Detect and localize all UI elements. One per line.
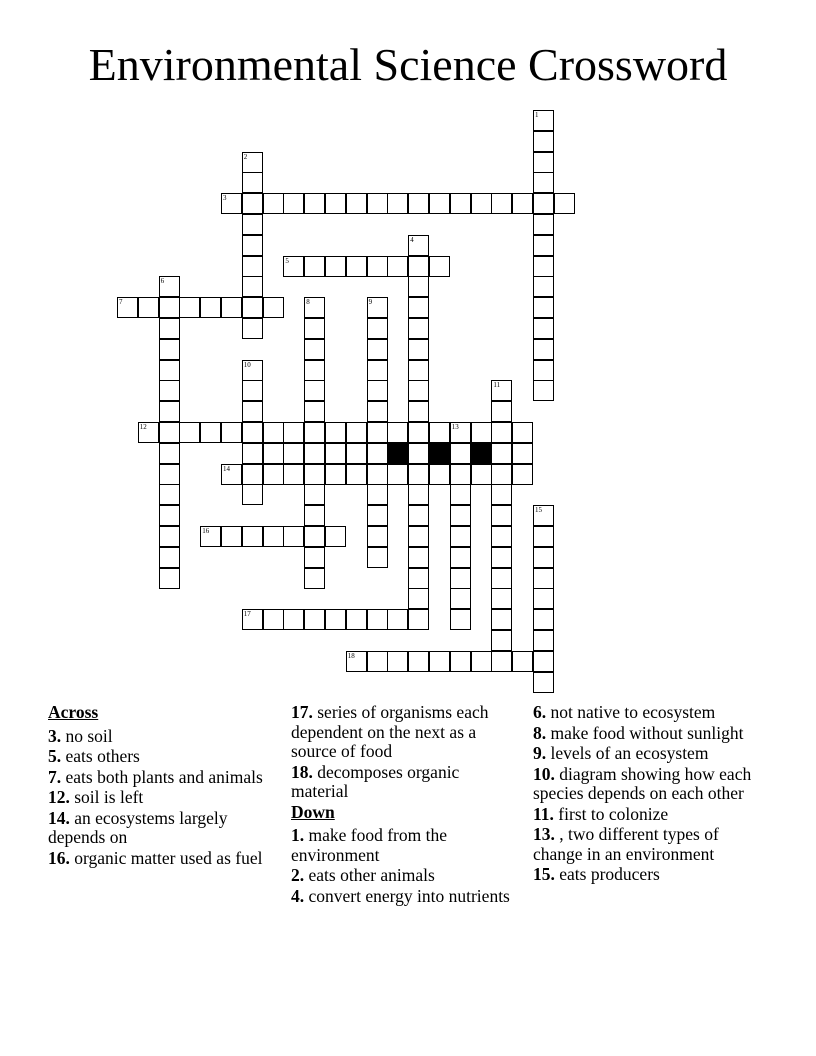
crossword-cell[interactable] xyxy=(242,235,263,256)
crossword-cell[interactable] xyxy=(408,339,429,360)
crossword-cell[interactable] xyxy=(367,505,388,526)
crossword-cell[interactable] xyxy=(512,193,533,214)
across-heading: Across xyxy=(48,702,99,722)
crossword-cell[interactable] xyxy=(159,318,180,339)
crossword-cell[interactable] xyxy=(159,276,180,297)
crossword-cell[interactable] xyxy=(283,464,304,485)
crossword-cell[interactable] xyxy=(242,380,263,401)
cell-number: 4 xyxy=(410,235,414,244)
crossword-cell[interactable] xyxy=(533,318,554,339)
crossword-cell[interactable] xyxy=(304,484,325,505)
crossword-cell[interactable] xyxy=(450,651,471,672)
crossword-cell[interactable] xyxy=(450,484,471,505)
crossword-cell[interactable] xyxy=(367,464,388,485)
crossword-cell[interactable] xyxy=(491,588,512,609)
crossword-cell[interactable] xyxy=(408,276,429,297)
crossword-cell[interactable] xyxy=(242,401,263,422)
crossword-cell[interactable] xyxy=(533,588,554,609)
crossword-cell[interactable] xyxy=(159,484,180,505)
crossword-cell[interactable] xyxy=(408,235,429,256)
crossword-cell[interactable] xyxy=(429,651,450,672)
crossword-cell[interactable] xyxy=(471,464,492,485)
crossword-cell[interactable] xyxy=(450,526,471,547)
crossword-cell[interactable] xyxy=(408,318,429,339)
crossword-cell[interactable] xyxy=(408,526,429,547)
crossword-cell[interactable] xyxy=(367,609,388,630)
crossword-cell[interactable] xyxy=(491,547,512,568)
crossword-cell[interactable] xyxy=(159,443,180,464)
crossword-cell[interactable] xyxy=(471,193,492,214)
crossword-cell[interactable] xyxy=(367,193,388,214)
crossword-cell[interactable] xyxy=(263,422,284,443)
crossword-cell[interactable] xyxy=(533,297,554,318)
crossword-cell[interactable] xyxy=(304,297,325,318)
cell-number: 10 xyxy=(243,360,251,369)
cell-number: 16 xyxy=(202,527,210,535)
crossword-cell[interactable] xyxy=(367,297,388,318)
crossword-cell[interactable] xyxy=(263,443,284,464)
crossword-cell[interactable] xyxy=(304,339,325,360)
clue-down-11: 11. first to colonize xyxy=(533,803,669,824)
crossword-cell[interactable] xyxy=(512,651,533,672)
crossword-cell[interactable] xyxy=(533,505,554,526)
cell-number: 11 xyxy=(493,381,501,390)
crossword-cell[interactable] xyxy=(159,526,180,547)
crossword-cell[interactable] xyxy=(408,297,429,318)
crossword-cell[interactable] xyxy=(408,256,429,277)
clues-column-1 xyxy=(48,703,278,869)
crossword-cell[interactable] xyxy=(533,339,554,360)
clue-across-16: 16. organic matter used as fuel xyxy=(48,847,263,868)
cell-number: 9 xyxy=(368,298,373,307)
clue-down-13: 13. , two different types of change in an environment xyxy=(533,824,719,864)
black-cell xyxy=(471,443,492,464)
crossword-cell[interactable] xyxy=(283,443,304,464)
crossword-cell[interactable] xyxy=(346,422,367,443)
crossword-cell[interactable] xyxy=(491,484,512,505)
clues-column-2 xyxy=(291,703,521,907)
crossword-cell[interactable] xyxy=(325,193,346,214)
crossword-cell[interactable] xyxy=(387,193,408,214)
clue-down-1: 1. make food from the environment xyxy=(291,825,447,865)
clue-down-4: 4. convert energy into nutrients xyxy=(291,885,510,906)
crossword-cell[interactable] xyxy=(533,360,554,381)
crossword-cell[interactable] xyxy=(387,422,408,443)
black-cell xyxy=(429,443,450,464)
crossword-cell[interactable] xyxy=(304,443,325,464)
crossword-cell[interactable] xyxy=(242,256,263,277)
crossword-cell[interactable] xyxy=(533,172,554,193)
crossword-cell[interactable] xyxy=(367,360,388,381)
crossword-cell[interactable] xyxy=(429,193,450,214)
crossword-cell[interactable] xyxy=(491,505,512,526)
crossword-cell[interactable] xyxy=(325,256,346,277)
crossword-cell[interactable] xyxy=(242,443,263,464)
crossword-cell[interactable] xyxy=(408,568,429,589)
crossword-cell[interactable] xyxy=(491,464,512,485)
cell-number: 3 xyxy=(223,194,227,203)
crossword-cell[interactable] xyxy=(242,214,263,235)
crossword-cell[interactable] xyxy=(304,526,325,547)
crossword-cell[interactable] xyxy=(325,526,346,547)
crossword-cell[interactable] xyxy=(242,193,263,214)
clue-across-5: 5. eats others xyxy=(48,746,140,766)
page-title: Environmental Science Crossword xyxy=(88,39,728,90)
clue-down-8: 8. make food without sunlight xyxy=(533,722,744,743)
crossword-cell[interactable] xyxy=(533,193,554,214)
crossword-cell[interactable] xyxy=(346,443,367,464)
crossword-cell[interactable] xyxy=(304,505,325,526)
crossword-cell[interactable] xyxy=(304,568,325,589)
crossword-cell[interactable] xyxy=(263,609,284,630)
crossword-cell[interactable] xyxy=(408,380,429,401)
crossword-cell[interactable] xyxy=(263,297,284,318)
crossword-cell[interactable] xyxy=(283,609,304,630)
crossword-cell[interactable] xyxy=(346,193,367,214)
crossword-cell[interactable] xyxy=(242,152,263,173)
crossword-cell[interactable] xyxy=(512,422,533,443)
cell-number: 14 xyxy=(223,464,230,473)
crossword-cell[interactable] xyxy=(512,443,533,464)
crossword-cell[interactable] xyxy=(159,568,180,589)
crossword-cell[interactable] xyxy=(159,380,180,401)
crossword-cell[interactable] xyxy=(304,256,325,277)
crossword-cell[interactable] xyxy=(533,630,554,651)
crossword-cell[interactable] xyxy=(304,547,325,568)
crossword-cell[interactable] xyxy=(408,484,429,505)
crossword-cell[interactable] xyxy=(159,547,180,568)
crossword-cell[interactable] xyxy=(159,297,180,318)
crossword-cell[interactable] xyxy=(367,526,388,547)
crossword-cell[interactable] xyxy=(242,297,263,318)
crossword-cell[interactable] xyxy=(159,505,180,526)
crossword-cell[interactable] xyxy=(159,339,180,360)
crossword-cell[interactable] xyxy=(283,193,304,214)
crossword-cell[interactable] xyxy=(429,422,450,443)
crossword-cell[interactable] xyxy=(367,339,388,360)
crossword-cell[interactable] xyxy=(450,588,471,609)
crossword-cell[interactable] xyxy=(491,443,512,464)
crossword-cell[interactable] xyxy=(138,297,159,318)
crossword-cell[interactable] xyxy=(242,484,263,505)
crossword-cell[interactable] xyxy=(325,609,346,630)
crossword-cell[interactable] xyxy=(408,547,429,568)
crossword-cell[interactable] xyxy=(242,464,263,485)
crossword-cell[interactable] xyxy=(533,568,554,589)
crossword-cell[interactable] xyxy=(408,401,429,422)
crossword-cell[interactable] xyxy=(179,422,200,443)
crossword-cell[interactable] xyxy=(387,609,408,630)
crossword-cell[interactable] xyxy=(283,422,304,443)
crossword-cell[interactable] xyxy=(221,193,242,214)
crossword-cell[interactable] xyxy=(221,464,242,485)
crossword-cell[interactable] xyxy=(450,505,471,526)
crossword-cell[interactable] xyxy=(408,609,429,630)
crossword-cell[interactable] xyxy=(304,318,325,339)
crossword-cell[interactable] xyxy=(491,630,512,651)
crossword-cell[interactable] xyxy=(221,526,242,547)
crossword-cell[interactable] xyxy=(533,276,554,297)
down-heading: Down xyxy=(291,801,335,822)
crossword-cell[interactable] xyxy=(242,172,263,193)
crossword-cell[interactable] xyxy=(450,609,471,630)
crossword-cell[interactable] xyxy=(533,235,554,256)
crossword-cell[interactable] xyxy=(533,547,554,568)
crossword-cell[interactable] xyxy=(200,526,221,547)
crossword-cell[interactable] xyxy=(450,547,471,568)
crossword-cell[interactable] xyxy=(346,651,367,672)
crossword-cell[interactable] xyxy=(408,651,429,672)
crossword-cell[interactable] xyxy=(221,297,242,318)
crossword-cell[interactable] xyxy=(200,422,221,443)
crossword-cell[interactable] xyxy=(367,256,388,277)
crossword-cell[interactable] xyxy=(263,526,284,547)
crossword-cell[interactable] xyxy=(304,360,325,381)
crossword-cell[interactable] xyxy=(138,422,159,443)
crossword-cell[interactable] xyxy=(429,464,450,485)
crossword-cell[interactable] xyxy=(200,297,221,318)
crossword-cell[interactable] xyxy=(450,193,471,214)
crossword-cell[interactable] xyxy=(304,609,325,630)
crossword-cell[interactable] xyxy=(533,256,554,277)
crossword-cell[interactable] xyxy=(450,568,471,589)
clue-across-17: 17. series of organisms each dependent on the next as a source of food xyxy=(291,702,489,761)
crossword-cell[interactable] xyxy=(533,152,554,173)
crossword-cell[interactable] xyxy=(533,651,554,672)
crossword-cell[interactable] xyxy=(408,464,429,485)
black-cell xyxy=(387,443,408,464)
clues-column-3 xyxy=(533,703,763,886)
clue-across-12: 12. soil is left xyxy=(48,787,144,807)
crossword-cell[interactable] xyxy=(533,214,554,235)
crossword-cell[interactable] xyxy=(450,443,471,464)
crossword-cell[interactable] xyxy=(533,609,554,630)
crossword-cell[interactable] xyxy=(408,360,429,381)
crossword-cell[interactable] xyxy=(367,651,388,672)
crossword-cell[interactable] xyxy=(512,464,533,485)
crossword-cell[interactable] xyxy=(242,318,263,339)
crossword-cell[interactable] xyxy=(283,256,304,277)
clue-down-2: 2. eats other animals xyxy=(291,865,435,885)
crossword-cell[interactable] xyxy=(263,193,284,214)
crossword-cell[interactable] xyxy=(325,422,346,443)
crossword-cell[interactable] xyxy=(325,464,346,485)
crossword-cell[interactable] xyxy=(408,422,429,443)
crossword-cell[interactable] xyxy=(179,297,200,318)
crossword-cell[interactable] xyxy=(346,256,367,277)
crossword-cell[interactable] xyxy=(159,464,180,485)
crossword-cell[interactable] xyxy=(471,422,492,443)
crossword-cell[interactable] xyxy=(491,380,512,401)
crossword-cell[interactable] xyxy=(491,609,512,630)
crossword-cell[interactable] xyxy=(491,568,512,589)
clue-down-15: 15. eats producers xyxy=(533,864,660,884)
crossword-cell[interactable] xyxy=(450,464,471,485)
crossword-cell[interactable] xyxy=(429,256,450,277)
crossword-cell[interactable] xyxy=(242,422,263,443)
crossword-cell[interactable] xyxy=(242,360,263,381)
cell-number: 7 xyxy=(119,298,123,307)
crossword-cell[interactable] xyxy=(159,422,180,443)
crossword-cell[interactable] xyxy=(533,380,554,401)
crossword-cell[interactable] xyxy=(387,256,408,277)
clue-across-3: 3. no soil xyxy=(48,725,113,746)
crossword-cell[interactable] xyxy=(408,588,429,609)
crossword-cell[interactable] xyxy=(263,464,284,485)
crossword-cell[interactable] xyxy=(283,526,304,547)
crossword-cell[interactable] xyxy=(533,672,554,693)
crossword-cell[interactable] xyxy=(304,422,325,443)
crossword-cell[interactable] xyxy=(533,110,554,131)
cell-number: 1 xyxy=(535,111,539,119)
crossword-cell[interactable] xyxy=(242,609,263,630)
crossword-cell[interactable] xyxy=(471,651,492,672)
crossword-cell[interactable] xyxy=(533,526,554,547)
crossword-cell[interactable] xyxy=(159,360,180,381)
crossword-cell[interactable] xyxy=(387,464,408,485)
crossword-cell[interactable] xyxy=(491,422,512,443)
crossword-cell[interactable] xyxy=(367,422,388,443)
cell-number: 8 xyxy=(306,298,310,307)
cell-number: 2 xyxy=(243,152,248,161)
clue-across-7: 7. eats both plants and animals xyxy=(48,766,263,787)
cell-number: 17 xyxy=(243,610,251,619)
crossword-cell[interactable] xyxy=(491,401,512,422)
crossword-cell[interactable] xyxy=(533,131,554,152)
crossword-cell[interactable] xyxy=(491,193,512,214)
crossword-cell[interactable] xyxy=(367,318,388,339)
clue-down-9: 9. levels of an ecosystem xyxy=(533,743,709,763)
clue-down-10: 10. diagram showing how each species depends on each other xyxy=(533,763,752,803)
clue-across-14: 14. an ecosystems largely depends on xyxy=(48,807,228,847)
cell-number: 13 xyxy=(451,423,459,431)
crossword-cell[interactable] xyxy=(491,526,512,547)
crossword-cell[interactable] xyxy=(554,193,575,214)
crossword-cell[interactable] xyxy=(367,547,388,568)
crossword-cell[interactable] xyxy=(117,297,138,318)
crossword-cell[interactable] xyxy=(491,651,512,672)
crossword-cell[interactable] xyxy=(242,276,263,297)
crossword-cell[interactable] xyxy=(346,609,367,630)
crossword-cell[interactable] xyxy=(325,443,346,464)
crossword-cell[interactable] xyxy=(450,422,471,443)
crossword-cell[interactable] xyxy=(159,401,180,422)
crossword-cell[interactable] xyxy=(408,505,429,526)
clue-across-18: 18. decomposes organic material xyxy=(291,761,460,801)
crossword-cell[interactable] xyxy=(408,193,429,214)
clue-down-6: 6. not native to ecosystem xyxy=(533,702,716,722)
cell-number: 18 xyxy=(347,651,355,660)
cell-number: 15 xyxy=(535,506,542,515)
crossword-cell[interactable] xyxy=(221,422,242,443)
crossword-cell[interactable] xyxy=(367,401,388,422)
crossword-cell[interactable] xyxy=(367,484,388,505)
cell-number: 12 xyxy=(139,423,147,431)
cell-number: 6 xyxy=(160,277,165,286)
crossword-cell[interactable] xyxy=(242,526,263,547)
crossword-cell[interactable] xyxy=(304,193,325,214)
crossword-cell[interactable] xyxy=(304,464,325,485)
crossword-cell[interactable] xyxy=(304,380,325,401)
crossword-cell[interactable] xyxy=(367,380,388,401)
cell-number: 5 xyxy=(285,256,289,265)
crossword-cell[interactable] xyxy=(367,443,388,464)
crossword-cell[interactable] xyxy=(408,443,429,464)
crossword-cell[interactable] xyxy=(387,651,408,672)
crossword-cell[interactable] xyxy=(346,464,367,485)
crossword-cell[interactable] xyxy=(304,401,325,422)
